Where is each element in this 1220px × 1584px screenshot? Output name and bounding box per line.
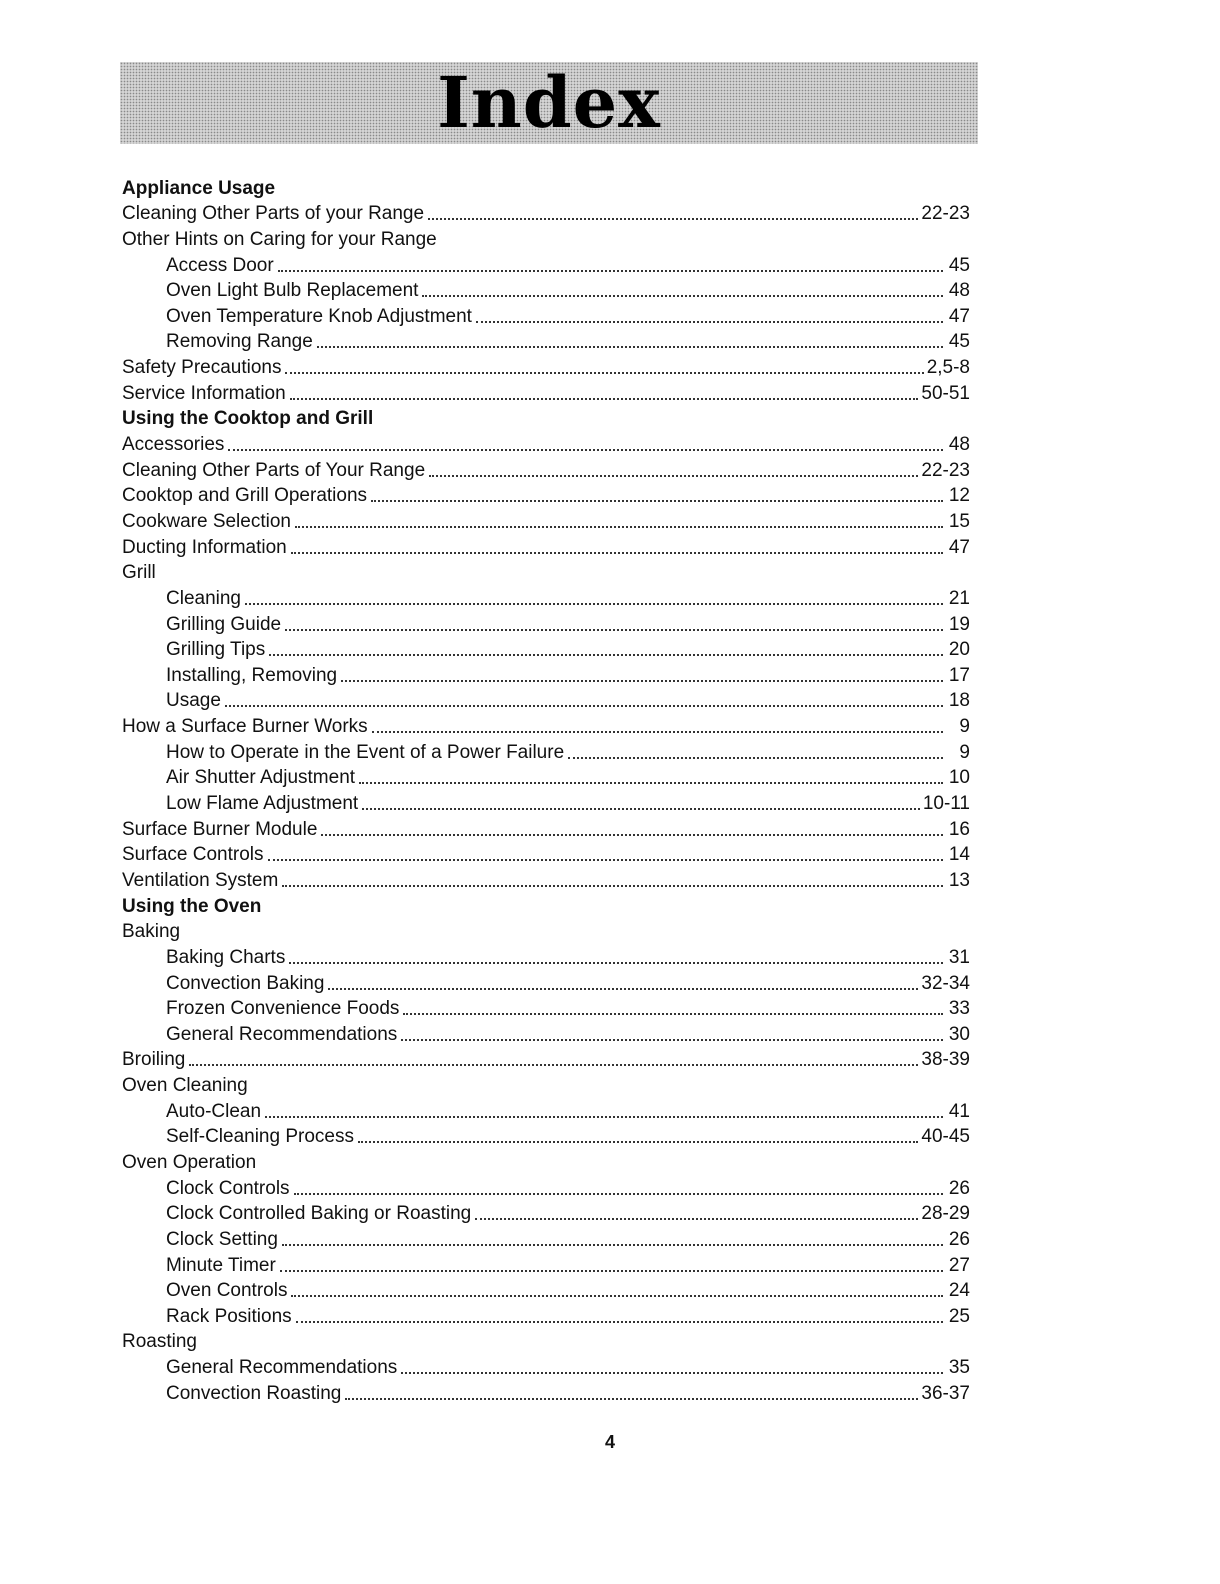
index-subentry: [122, 1123, 970, 1149]
entry-label: Service Information: [122, 382, 286, 404]
entry-page: 28-29: [921, 1203, 970, 1225]
entry-page: 38-39: [921, 1049, 970, 1071]
dot-leader: [228, 448, 943, 451]
index-subentry: [122, 1200, 970, 1226]
entry-page: 9: [959, 741, 970, 763]
dot-leader: [401, 1038, 943, 1041]
entry-page: 36-37: [921, 1382, 970, 1404]
entry-label: Usage: [166, 690, 221, 712]
entry-page: 45: [948, 254, 970, 276]
entry-page: 47: [948, 305, 970, 327]
index-entry: [122, 507, 970, 533]
index-subentry: [122, 251, 970, 277]
entry-label: How to Operate in the Event of a Power Failure: [166, 741, 565, 763]
dot-leader: [362, 807, 920, 810]
entry-page: 25: [948, 1305, 970, 1327]
index-subentry: [122, 277, 970, 303]
index-subentry: [122, 302, 970, 328]
entry-label: Oven Controls: [166, 1280, 288, 1302]
entry-page: 48: [948, 280, 970, 302]
entry-label: Baking: [122, 921, 181, 943]
index-entry: [122, 866, 970, 892]
entry-label: Accessories: [122, 434, 225, 456]
entry-page: 26: [948, 1177, 970, 1199]
entry-page: 47: [948, 536, 970, 558]
entry-page: 20: [948, 639, 970, 661]
title-banner: [120, 62, 978, 144]
entry-label: How a Surface Burner Works: [122, 716, 368, 738]
entry-label: General Recommendations: [166, 1023, 398, 1045]
entry-label: Surface Burner Module: [122, 818, 318, 840]
index-entry: [122, 225, 970, 251]
index-entry: [122, 918, 970, 944]
index-subentry: [122, 1020, 970, 1046]
entry-page: 27: [948, 1254, 970, 1276]
dot-leader: [291, 1294, 943, 1297]
index-subentry: [122, 1251, 970, 1277]
index-entry: [122, 379, 970, 405]
index-subentry: [122, 1302, 970, 1328]
dot-leader: [291, 551, 943, 554]
index-subentry: [122, 1097, 970, 1123]
entry-page: 35: [948, 1357, 970, 1379]
entry-label: Cooktop and Grill Operations: [122, 485, 368, 507]
index-subentry: [122, 1379, 970, 1405]
index-entry: [122, 815, 970, 841]
dot-leader: [278, 269, 943, 272]
entry-label: Removing Range: [166, 331, 313, 353]
index-subentry: [122, 687, 970, 713]
dot-leader: [189, 1063, 918, 1066]
entry-page: 18: [948, 690, 970, 712]
index-entry: [122, 533, 970, 559]
dot-leader: [280, 1269, 943, 1272]
index-entry: [122, 712, 970, 738]
index-entry: [122, 353, 970, 379]
dot-leader: [269, 653, 943, 656]
index-entry: [122, 200, 970, 226]
index-entry: [122, 1046, 970, 1072]
dot-leader: [245, 602, 943, 605]
entry-label: Cleaning: [166, 587, 241, 609]
entry-label: Ducting Information: [122, 536, 287, 558]
entry-page: 22-23: [921, 203, 970, 225]
entry-page: 22-23: [921, 459, 970, 481]
dot-leader: [290, 397, 919, 400]
index-entry: [122, 482, 970, 508]
dot-leader: [282, 1243, 943, 1246]
dot-leader: [568, 756, 943, 759]
entry-label: Convection Baking: [166, 972, 325, 994]
entry-label: Clock Setting: [166, 1228, 278, 1250]
entry-label: Using the Oven: [122, 895, 262, 917]
entry-page: 15: [948, 510, 970, 532]
index-subentry: [122, 1225, 970, 1251]
index-section-heading: [122, 174, 970, 200]
entry-label: Frozen Convenience Foods: [166, 998, 400, 1020]
dot-leader: [359, 781, 943, 784]
dot-leader: [294, 1192, 943, 1195]
index-entry: [122, 1148, 970, 1174]
entry-page: 40-45: [921, 1126, 970, 1148]
entry-label: Using the Cooktop and Grill: [122, 408, 374, 430]
entry-label: Safety Precautions: [122, 357, 282, 379]
entry-page: 32-34: [921, 972, 970, 994]
entry-page: 17: [948, 664, 970, 686]
index-subentry: [122, 1353, 970, 1379]
entry-page: 14: [948, 844, 970, 866]
entry-page: 24: [948, 1280, 970, 1302]
entry-label: Other Hints on Caring for your Range: [122, 228, 437, 250]
entry-label: Roasting: [122, 1331, 197, 1353]
dot-leader: [328, 987, 918, 990]
entry-label: Convection Roasting: [166, 1382, 342, 1404]
index-subentry: [122, 328, 970, 354]
entry-page: 30: [948, 1023, 970, 1045]
entry-page: 26: [948, 1228, 970, 1250]
entry-label: Oven Light Bulb Replacement: [166, 280, 419, 302]
entry-label: Grilling Tips: [166, 639, 266, 661]
entry-label: Baking Charts: [166, 946, 286, 968]
entry-label: Rack Positions: [166, 1305, 292, 1327]
dot-leader: [476, 320, 943, 323]
page-number: 4: [604, 1432, 615, 1452]
entry-page: 13: [948, 869, 970, 891]
entry-label: Cookware Selection: [122, 510, 291, 532]
index-entry: [122, 456, 970, 482]
index-subentry: [122, 610, 970, 636]
dot-leader: [321, 833, 943, 836]
index-entry: [122, 1071, 970, 1097]
entry-page: 9: [959, 716, 970, 738]
dot-leader: [295, 525, 943, 528]
index-list: [122, 174, 970, 1405]
entry-page: 2,5-8: [926, 357, 970, 379]
dot-leader: [317, 345, 943, 348]
dot-leader: [371, 499, 943, 502]
index-subentry: [122, 1277, 970, 1303]
dot-leader: [429, 474, 918, 477]
index-subentry: [122, 584, 970, 610]
entry-page: 41: [948, 1100, 970, 1122]
dot-leader: [341, 679, 943, 682]
entry-label: Clock Controlled Baking or Roasting: [166, 1203, 472, 1225]
entry-label: Oven Temperature Knob Adjustment: [166, 305, 472, 327]
entry-label: Oven Operation: [122, 1151, 257, 1173]
index-subentry: [122, 789, 970, 815]
index-entry: [122, 430, 970, 456]
entry-page: 45: [948, 331, 970, 353]
index-subentry: [122, 764, 970, 790]
entry-label: General Recommendations: [166, 1357, 398, 1379]
index-subentry: [122, 995, 970, 1021]
dot-leader: [289, 961, 943, 964]
index-section-heading: [122, 892, 970, 918]
entry-page: 10-11: [922, 793, 970, 815]
entry-label: Appliance Usage: [122, 177, 276, 199]
dot-leader: [225, 704, 943, 707]
entry-page: 10: [948, 767, 970, 789]
entry-page: 31: [948, 946, 970, 968]
dot-leader: [401, 1371, 943, 1374]
entry-page: 50-51: [921, 382, 970, 404]
entry-page: 16: [948, 818, 970, 840]
index-subentry: [122, 969, 970, 995]
entry-label: Minute Timer: [166, 1254, 276, 1276]
dot-leader: [265, 1115, 943, 1118]
dot-leader: [372, 730, 943, 733]
dot-leader: [285, 628, 943, 631]
dot-leader: [296, 1320, 943, 1323]
entry-label: Low Flame Adjustment: [166, 793, 359, 815]
dot-leader: [475, 1217, 918, 1220]
entry-page: 12: [948, 485, 970, 507]
entry-page: 48: [948, 434, 970, 456]
entry-label: Grilling Guide: [166, 613, 282, 635]
dot-leader: [403, 1012, 943, 1015]
entry-label: Surface Controls: [122, 844, 264, 866]
entry-page: 21: [948, 587, 970, 609]
index-entry: [122, 1328, 970, 1354]
entry-label: Self-Cleaning Process: [166, 1126, 354, 1148]
entry-label: Grill: [122, 562, 156, 584]
index-subentry: [122, 661, 970, 687]
index-entry: [122, 559, 970, 585]
entry-page: 33: [948, 998, 970, 1020]
entry-label: Broiling: [122, 1049, 186, 1071]
index-subentry: [122, 943, 970, 969]
entry-label: Oven Cleaning: [122, 1075, 248, 1097]
dot-leader: [285, 371, 923, 374]
dot-leader: [422, 294, 943, 297]
entry-label: Ventilation System: [122, 869, 279, 891]
page-title: Index: [437, 61, 661, 144]
index-entry: [122, 841, 970, 867]
entry-label: Clock Controls: [166, 1177, 290, 1199]
entry-label: Access Door: [166, 254, 274, 276]
index-subentry: [122, 636, 970, 662]
dot-leader: [345, 1397, 918, 1400]
index-subentry: [122, 738, 970, 764]
index-subentry: [122, 1174, 970, 1200]
index-section-heading: [122, 405, 970, 431]
entry-label: Installing, Removing: [166, 664, 338, 686]
dot-leader: [282, 884, 943, 887]
dot-leader: [268, 858, 943, 861]
entry-label: Cleaning Other Parts of Your Range: [122, 459, 426, 481]
entry-label: Cleaning Other Parts of your Range: [122, 203, 425, 225]
entry-label: Air Shutter Adjustment: [166, 767, 356, 789]
entry-label: Auto-Clean: [166, 1100, 262, 1122]
entry-page: 19: [948, 613, 970, 635]
dot-leader: [358, 1140, 918, 1143]
dot-leader: [428, 217, 918, 220]
